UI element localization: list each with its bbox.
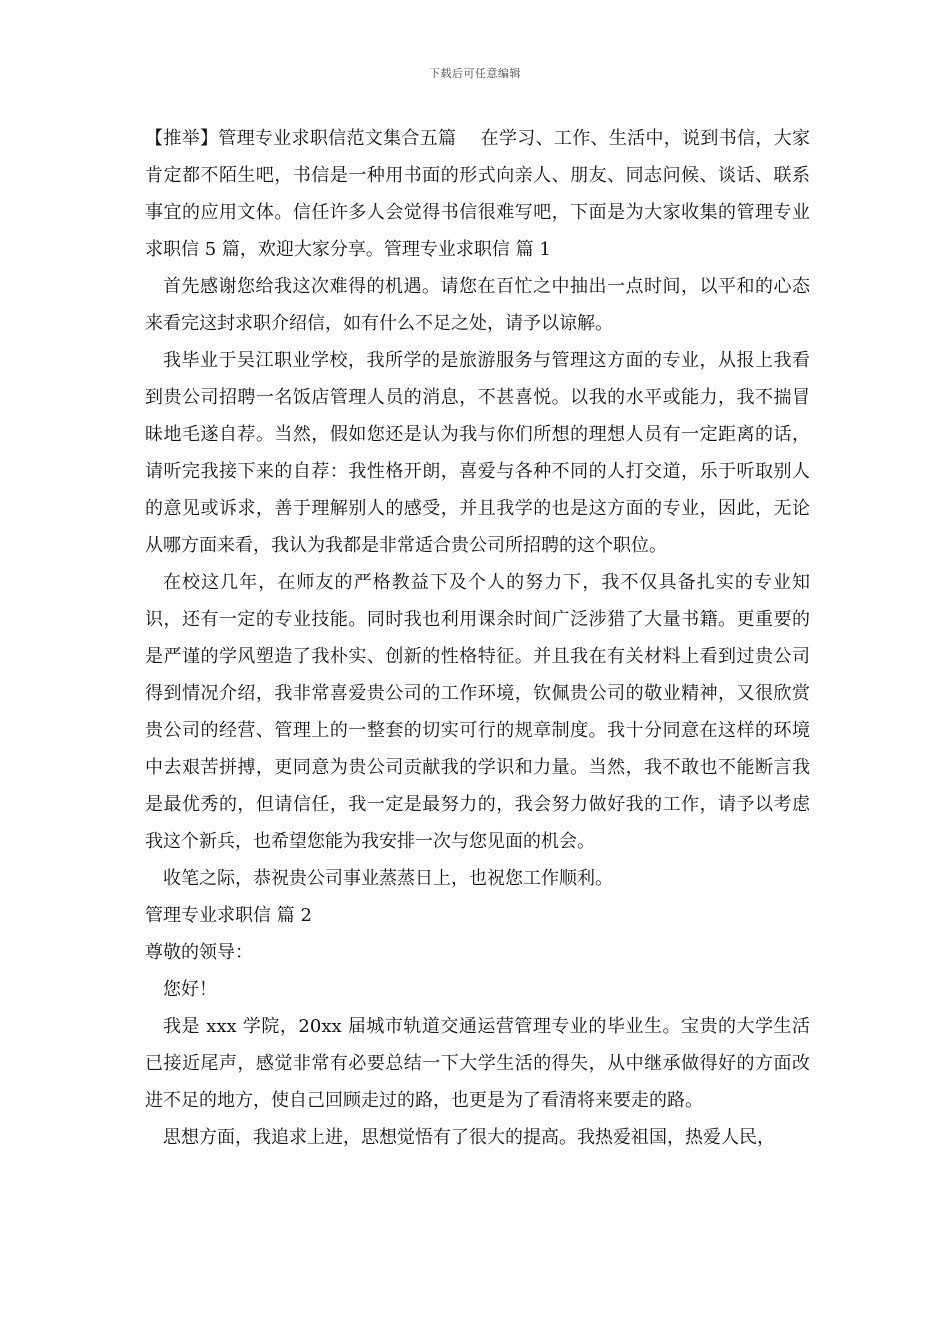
intro-paragraph: 【推举】管理专业求职信范文集合五篇 在学习、工作、生活中，说到书信，大家肯定都不陌生吧，书信是一种用书面的形式向亲人、朋友、同志问候、谈话、联系事宜的应用文体。信任许多人会觉得书信很难写吧，下面是为大家收集的管理专业求职信 5 篇，欢迎大家分享。管理专业求职信 篇 1 (145, 128, 810, 260)
letter1-paragraph-3: 在校这几年，在师友的严格教益下及个人的努力下，我不仅具备扎实的专业知识，还有一定的专业技能。同时我也利用课余时间广泛涉猎了大量书籍。更重要的是严谨的学风塑造了我朴实、创新的性格特征。并且我在有关材料上看到过贵公司得到情况介绍，我非常喜爱贵公司的工作环境，钦佩贵公司的敬业精神，又很欣赏贵公司的经营、管理上的一整套的切实可行的规章制度。我十分同意在这样的环境中去艰苦拼搏，更同意为贵公司贡献我的学识和力量。当然，我不敢也不能断言我是最优秀的，但请信任，我一定是最努力的，我会努力做好我的工作，请予以考虑我这个新兵，也希望您能为我安排一次与您见面的机会。 (145, 572, 810, 852)
letter2-paragraph-2: 思想方面，我追求上进，思想觉悟有了很大的提高。我热爱祖国，热爱人民， (163, 1127, 775, 1148)
letter1-closing: 收笔之际，恭祝贵公司事业蒸蒸日上，也祝您工作顺利。 (163, 868, 613, 889)
document-body (145, 120, 810, 1156)
letter1-paragraph-1: 首先感谢您给我这次难得的机遇。请您在百忙之中抽出一点时间，以平和的心态来看完这封求职介绍信，如有什么不足之处，请予以谅解。 (145, 276, 810, 334)
header-note: 下载后可任意编辑 (429, 67, 521, 80)
letter1-paragraph-2: 我毕业于吴江职业学校，我所学的是旅游服务与管理这方面的专业，从报上我看到贵公司招聘一名饭店管理人员的消息，不甚喜悦。以我的水平或能力，我不揣冒昧地毛遂自荐。当然，假如您还是认为我与你们所想的理想人员有一定距离的话，请听完我接下来的自荐：我性格开朗，喜爱与各种不同的人打交道，乐于听取别人的意见或诉求，善于理解别人的感受，并且我学的也是这方面的专业，因此，无论从哪方面来看，我认为我都是非常适合贵公司所招聘的这个职位。 (145, 350, 810, 556)
letter2-greeting: 您好！ (163, 979, 217, 1000)
letter2-title: 管理专业求职信 篇 2 (145, 905, 312, 926)
letter2-salutation: 尊敬的领导： (145, 942, 253, 963)
letter2-paragraph-1: 我是 xxx 学院，20xx 届城市轨道交通运营管理专业的毕业生。宝贵的大学生活已接近尾声，感觉非常有必要总结一下大学生活的得失，从中继承做得好的方面改进不足的地方，使自己回顾走过的路，也更是为了看清将来要走的路。 (145, 1016, 810, 1111)
